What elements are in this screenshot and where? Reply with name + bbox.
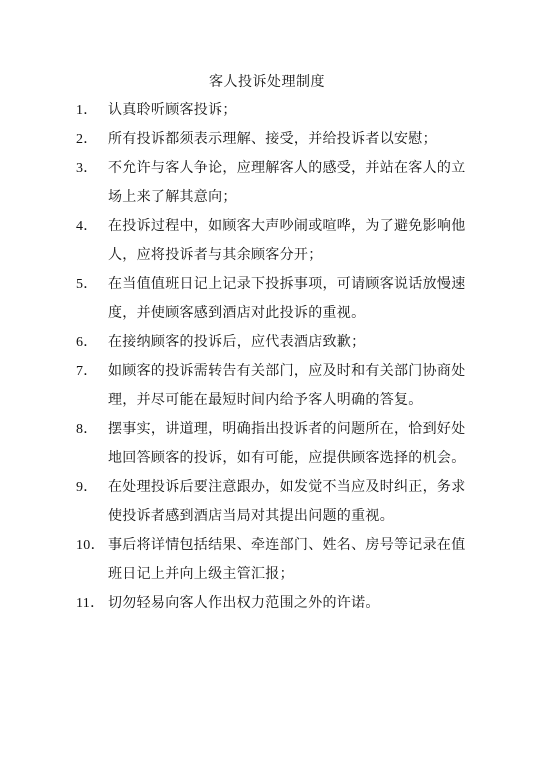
- document-title: 客人投诉处理制度: [209, 74, 325, 90]
- item-number: 9．: [76, 480, 98, 495]
- list-item: [76, 357, 476, 415]
- list-item: [76, 125, 476, 154]
- item-number: 11．: [76, 596, 105, 611]
- item-number: 10．: [76, 538, 105, 553]
- item-text: 不允许与客人争论，应理解客人的感受，并站在客人的立场上来了解其意向；: [108, 160, 466, 205]
- rules-list: [76, 96, 476, 618]
- list-item: [76, 212, 476, 270]
- item-text: 认真聆听顾客投诉；: [108, 102, 237, 118]
- list-item: [76, 270, 476, 328]
- item-number: 5．: [76, 277, 98, 292]
- list-item: [76, 589, 476, 618]
- item-text: 如顾客的投诉需转告有关部门，应及时和有关部门协商处理，并尽可能在最短时间内给予客人明确的答复。: [108, 363, 466, 408]
- item-text: 在当值值班日记上记录下投拆事项，可请顾客说话放慢速度，并使顾客感到酒店对此投诉的重视。: [108, 276, 466, 321]
- list-item: [76, 473, 476, 531]
- item-number: 3．: [76, 161, 98, 176]
- item-number: 8．: [76, 422, 98, 437]
- item-text: 在投诉过程中，如顾客大声吵闹或喧哗，为了避免影响他人，应将投诉者与其余顾客分开；: [108, 218, 466, 263]
- item-text: 切勿轻易向客人作出权力范围之外的许诺。: [108, 595, 380, 611]
- list-item: [76, 415, 476, 473]
- item-number: 2．: [76, 132, 98, 147]
- item-number: 7．: [76, 364, 98, 379]
- item-text: 在接纳顾客的投诉后，应代表酒店致歉；: [108, 334, 366, 350]
- item-number: 6．: [76, 335, 98, 350]
- item-text: 所有投诉都须表示理解、接受，并给投诉者以安慰；: [108, 131, 437, 147]
- item-number: 1．: [76, 103, 98, 118]
- item-number: 4．: [76, 219, 98, 234]
- list-item: [76, 154, 476, 212]
- list-item: [76, 96, 476, 125]
- item-text: 事后将详情包括结果、牵连部门、姓名、房号等记录在值班日记上并向上级主管汇报；: [108, 537, 466, 582]
- item-text: 在处理投诉后要注意跟办，如发觉不当应及时纠正，务求使投诉者感到酒店当局对其提出问题的重视。: [108, 479, 466, 524]
- list-item: [76, 328, 476, 357]
- item-text: 摆事实，讲道理，明确指出投诉者的问题所在，恰到好处地回答顾客的投诉，如有可能，应提供顾客选择的机会。: [108, 421, 466, 466]
- list-item: [76, 531, 476, 589]
